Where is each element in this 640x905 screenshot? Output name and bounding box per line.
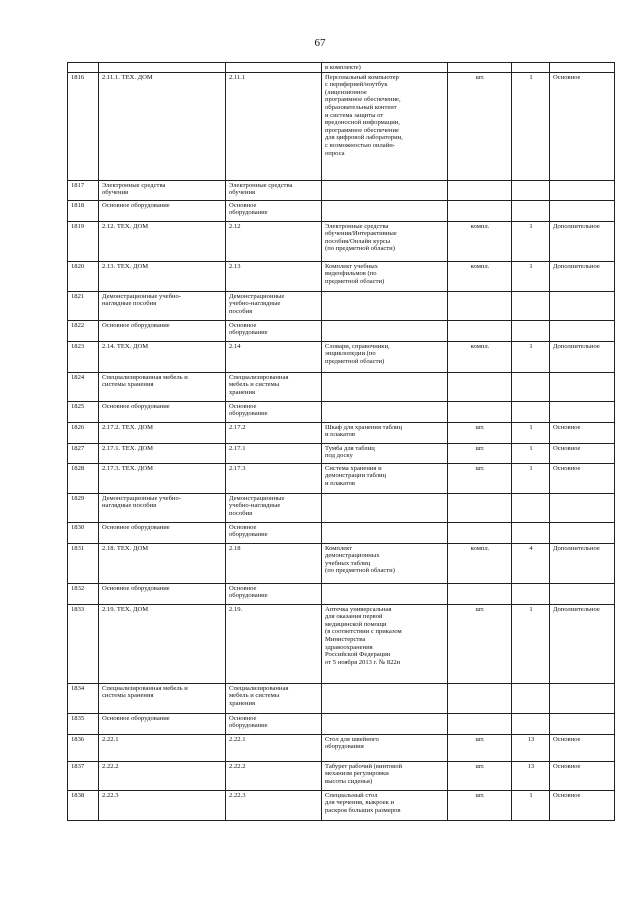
unit-cell	[448, 683, 512, 713]
table-row	[68, 463, 615, 493]
equipment-type-cell: Основное	[550, 790, 615, 820]
section-code-cell: 2.22.3	[99, 790, 226, 820]
equipment-type-cell: Дополнительное	[550, 341, 615, 372]
table-row	[68, 604, 615, 683]
reference-cell: Основное оборудование	[226, 522, 322, 543]
equipment-type-cell: Дополнительное	[550, 221, 615, 261]
item-name-cell	[322, 200, 448, 221]
table-row	[68, 341, 615, 372]
quantity-cell: 1	[512, 221, 550, 261]
quantity-cell: 1	[512, 72, 550, 180]
unit-cell: шт.	[448, 443, 512, 463]
unit-cell: компл.	[448, 341, 512, 372]
equipment-type-cell	[550, 683, 615, 713]
equipment-type-cell	[550, 63, 615, 73]
row-number-cell: 1838	[68, 790, 99, 820]
equipment-type-cell: Дополнительное	[550, 543, 615, 583]
row-number-cell: 1818	[68, 200, 99, 221]
equipment-type-cell	[550, 372, 615, 401]
reference-cell: Основное оборудование	[226, 200, 322, 221]
section-code-cell: 2.19. ТЕХ. ДОМ	[99, 604, 226, 683]
section-code-cell: Основное оборудование	[99, 401, 226, 422]
item-name-cell	[322, 493, 448, 522]
equipment-type-cell	[550, 291, 615, 320]
equipment-type-cell	[550, 200, 615, 221]
unit-cell	[448, 713, 512, 734]
unit-cell	[448, 320, 512, 341]
equipment-type-cell: Дополнительное	[550, 261, 615, 291]
equipment-type-cell	[550, 180, 615, 200]
unit-cell	[448, 372, 512, 401]
unit-cell	[448, 401, 512, 422]
row-number-cell: 1824	[68, 372, 99, 401]
quantity-cell	[512, 493, 550, 522]
table-row	[68, 713, 615, 734]
table-row	[68, 761, 615, 790]
unit-cell: компл.	[448, 221, 512, 261]
row-number-cell: 1817	[68, 180, 99, 200]
table-row	[68, 734, 615, 761]
table-row	[68, 422, 615, 443]
section-code-cell: Электронные средства обучения	[99, 180, 226, 200]
unit-cell: шт.	[448, 422, 512, 443]
reference-cell: 2.22.1	[226, 734, 322, 761]
reference-cell: 2.17.2	[226, 422, 322, 443]
reference-cell: Электронные средства обучения	[226, 180, 322, 200]
equipment-type-cell	[550, 401, 615, 422]
row-number-cell: 1834	[68, 683, 99, 713]
reference-cell: 2.22.2	[226, 761, 322, 790]
table-row	[68, 261, 615, 291]
row-number-cell	[68, 63, 99, 73]
unit-cell: шт.	[448, 72, 512, 180]
equipment-table	[67, 62, 615, 821]
unit-cell	[448, 180, 512, 200]
item-name-cell	[322, 372, 448, 401]
unit-cell: шт.	[448, 790, 512, 820]
unit-cell	[448, 200, 512, 221]
unit-cell: шт.	[448, 463, 512, 493]
equipment-type-cell	[550, 583, 615, 604]
unit-cell	[448, 583, 512, 604]
row-number-cell: 1827	[68, 443, 99, 463]
unit-cell: шт.	[448, 734, 512, 761]
row-number-cell: 1833	[68, 604, 99, 683]
quantity-cell: 1	[512, 790, 550, 820]
row-number-cell: 1826	[68, 422, 99, 443]
equipment-type-cell	[550, 320, 615, 341]
item-name-cell: Комплект учебных видеофильмов (по предметной области)	[322, 261, 448, 291]
item-name-cell: Стол для швейного оборудования	[322, 734, 448, 761]
unit-cell: шт.	[448, 604, 512, 683]
row-number-cell: 1821	[68, 291, 99, 320]
section-code-cell: 2.11.1. ТЕХ. ДОМ	[99, 72, 226, 180]
row-number-cell: 1837	[68, 761, 99, 790]
item-name-cell: Система хранения и демонстрации таблиц и плакатов	[322, 463, 448, 493]
quantity-cell: 13	[512, 761, 550, 790]
equipment-type-cell: Основное	[550, 422, 615, 443]
row-number-cell: 1816	[68, 72, 99, 180]
equipment-type-cell	[550, 713, 615, 734]
item-name-cell	[322, 583, 448, 604]
section-code-cell: 2.18. ТЕХ. ДОМ	[99, 543, 226, 583]
unit-cell	[448, 63, 512, 73]
item-name-cell: Персональный компьютер с периферией/ноутбук (лицензионное программное обеспечение, образовательный контент и система защиты от вредоносной информации, программное обеспечение для цифровой лаборатории, с возможностью онлайн- опроса	[322, 72, 448, 180]
table-row	[68, 291, 615, 320]
item-name-cell: Табурет рабочий (винтовой механизм регулировки высоты сиденья)	[322, 761, 448, 790]
quantity-cell	[512, 320, 550, 341]
quantity-cell	[512, 583, 550, 604]
quantity-cell: 1	[512, 261, 550, 291]
section-code-cell: Специализированная мебель и системы хранения	[99, 372, 226, 401]
row-number-cell: 1836	[68, 734, 99, 761]
table-row	[68, 200, 615, 221]
unit-cell	[448, 291, 512, 320]
section-code-cell: 2.14. ТЕХ. ДОМ	[99, 341, 226, 372]
reference-cell: 2.11.1	[226, 72, 322, 180]
table-row	[68, 180, 615, 200]
unit-cell: шт.	[448, 761, 512, 790]
equipment-type-cell	[550, 493, 615, 522]
unit-cell: компл.	[448, 261, 512, 291]
section-code-cell	[99, 63, 226, 73]
table-row	[68, 493, 615, 522]
quantity-cell	[512, 683, 550, 713]
row-number-cell: 1835	[68, 713, 99, 734]
item-name-cell	[322, 180, 448, 200]
quantity-cell	[512, 180, 550, 200]
item-name-cell: в комплекте)	[322, 63, 448, 73]
quantity-cell	[512, 522, 550, 543]
table-row	[68, 401, 615, 422]
item-name-cell	[322, 291, 448, 320]
section-code-cell: Демонстрационные учебно- наглядные пособия	[99, 291, 226, 320]
section-code-cell: Специализированная мебель и системы хранения	[99, 683, 226, 713]
quantity-cell	[512, 401, 550, 422]
quantity-cell: 1	[512, 341, 550, 372]
reference-cell: 2.12	[226, 221, 322, 261]
section-code-cell: Демонстрационные учебно- наглядные пособия	[99, 493, 226, 522]
reference-cell: Демонстрационные учебно-наглядные пособия	[226, 291, 322, 320]
item-name-cell	[322, 401, 448, 422]
quantity-cell: 1	[512, 443, 550, 463]
reference-cell: 2.17.1	[226, 443, 322, 463]
equipment-type-cell: Основное	[550, 734, 615, 761]
quantity-cell	[512, 63, 550, 73]
reference-cell: Специализированная мебель и системы хранения	[226, 372, 322, 401]
unit-cell	[448, 493, 512, 522]
reference-cell	[226, 63, 322, 73]
quantity-cell: 13	[512, 734, 550, 761]
section-code-cell: 2.13. ТЕХ. ДОМ	[99, 261, 226, 291]
row-number-cell: 1822	[68, 320, 99, 341]
section-code-cell: Основное оборудование	[99, 583, 226, 604]
row-number-cell: 1828	[68, 463, 99, 493]
table-row	[68, 72, 615, 180]
reference-cell: 2.22.3	[226, 790, 322, 820]
reference-cell: Основное оборудование	[226, 713, 322, 734]
section-code-cell: 2.22.2	[99, 761, 226, 790]
table-row	[68, 683, 615, 713]
row-number-cell: 1820	[68, 261, 99, 291]
quantity-cell: 1	[512, 422, 550, 443]
row-number-cell: 1819	[68, 221, 99, 261]
equipment-type-cell: Основное	[550, 761, 615, 790]
table-row	[68, 522, 615, 543]
item-name-cell: Шкаф для хранения таблиц и плакатов	[322, 422, 448, 443]
reference-cell: Основное оборудование	[226, 320, 322, 341]
item-name-cell: Комплект демонстрационных учебных таблиц (по предметной области)	[322, 543, 448, 583]
unit-cell: компл.	[448, 543, 512, 583]
table-row	[68, 63, 615, 73]
equipment-type-cell: Дополнительное	[550, 604, 615, 683]
reference-cell: 2.18	[226, 543, 322, 583]
section-code-cell: Основное оборудование	[99, 200, 226, 221]
quantity-cell	[512, 200, 550, 221]
item-name-cell: Специальный стол для черчения, выкроек и раскроя больших размеров	[322, 790, 448, 820]
equipment-type-cell: Основное	[550, 443, 615, 463]
equipment-type-cell	[550, 522, 615, 543]
reference-cell: 2.19.	[226, 604, 322, 683]
item-name-cell: Электронные средства обучения/Интерактивные пособия/Онлайн курсы (по предметной области)	[322, 221, 448, 261]
section-code-cell: 2.17.1. ТЕХ. ДОМ	[99, 443, 226, 463]
row-number-cell: 1830	[68, 522, 99, 543]
section-code-cell: Основное оборудование	[99, 320, 226, 341]
section-code-cell: 2.17.3. ТЕХ. ДОМ	[99, 463, 226, 493]
quantity-cell	[512, 291, 550, 320]
item-name-cell: Тумба для таблиц под доску	[322, 443, 448, 463]
reference-cell: Основное оборудование	[226, 583, 322, 604]
page-number: 67	[314, 37, 326, 49]
section-code-cell: 2.12. ТЕХ. ДОМ	[99, 221, 226, 261]
equipment-type-cell: Основное	[550, 463, 615, 493]
table-row	[68, 583, 615, 604]
table-row	[68, 443, 615, 463]
table-row	[68, 221, 615, 261]
row-number-cell: 1823	[68, 341, 99, 372]
equipment-type-cell: Основное	[550, 72, 615, 180]
row-number-cell: 1829	[68, 493, 99, 522]
quantity-cell: 4	[512, 543, 550, 583]
reference-cell: 2.17.3	[226, 463, 322, 493]
reference-cell: Демонстрационные учебно-наглядные пособия	[226, 493, 322, 522]
section-code-cell: 2.17.2. ТЕХ. ДОМ	[99, 422, 226, 443]
section-code-cell: Основное оборудование	[99, 713, 226, 734]
item-name-cell	[322, 320, 448, 341]
item-name-cell: Аптечка универсальная для оказания первой медицинской помощи (в соответствии с приказом Министерства здравоохранения Российской Федерации от 5 ноября 2013 г. № 822н	[322, 604, 448, 683]
item-name-cell	[322, 683, 448, 713]
section-code-cell: 2.22.1	[99, 734, 226, 761]
item-name-cell: Словари, справочники, энциклопедии (по предметной области)	[322, 341, 448, 372]
reference-cell: 2.14	[226, 341, 322, 372]
item-name-cell	[322, 522, 448, 543]
row-number-cell: 1832	[68, 583, 99, 604]
reference-cell: 2.13	[226, 261, 322, 291]
unit-cell	[448, 522, 512, 543]
table-row	[68, 543, 615, 583]
quantity-cell	[512, 372, 550, 401]
section-code-cell: Основное оборудование	[99, 522, 226, 543]
reference-cell: Основное оборудование	[226, 401, 322, 422]
item-name-cell	[322, 713, 448, 734]
row-number-cell: 1825	[68, 401, 99, 422]
reference-cell: Специализированная мебель и системы хранения	[226, 683, 322, 713]
table-row	[68, 372, 615, 401]
row-number-cell: 1831	[68, 543, 99, 583]
quantity-cell: 1	[512, 463, 550, 493]
quantity-cell	[512, 713, 550, 734]
table-row	[68, 790, 615, 820]
quantity-cell: 1	[512, 604, 550, 683]
table-row	[68, 320, 615, 341]
